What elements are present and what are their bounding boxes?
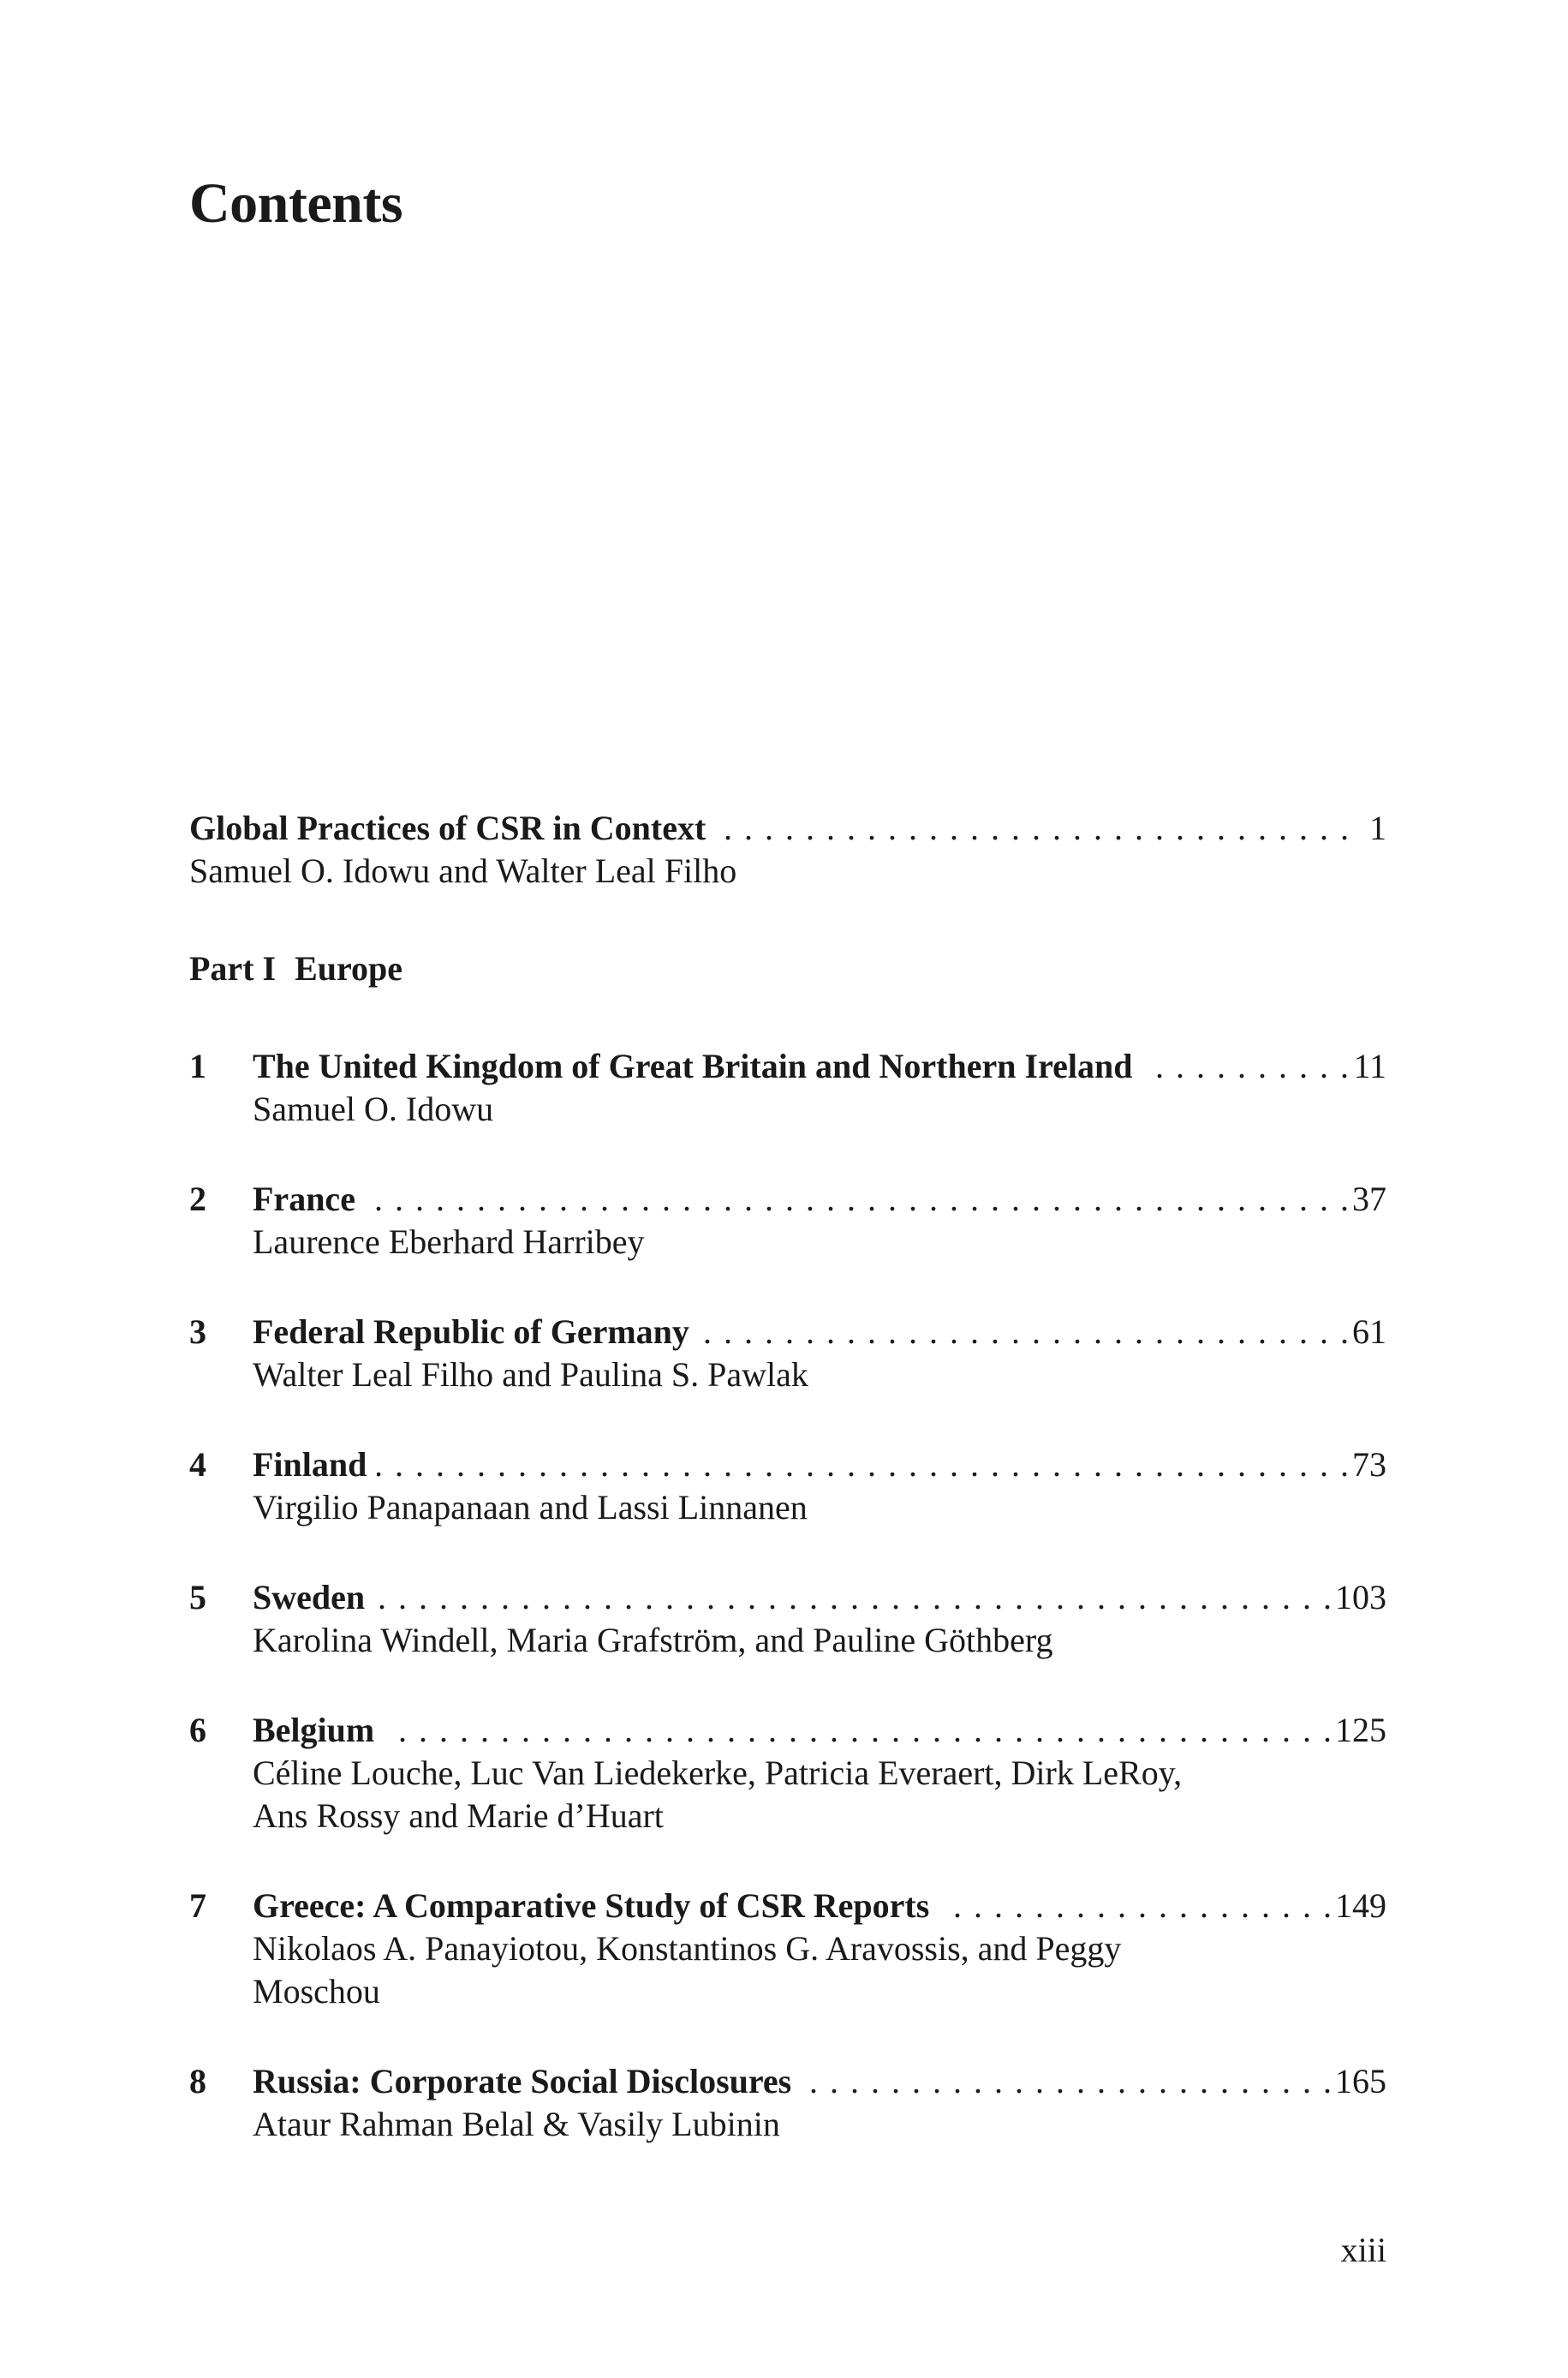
entry-title: Belgium [253,1711,375,1749]
entry-title: Sweden [253,1578,366,1616]
part-label: Part I [189,949,277,988]
entry-authors: Laurence Eberhard Harribey [253,1222,645,1261]
chapter-number: 5 [189,1578,206,1616]
entry-authors: Karolina Windell, Maria Grafström, and Pauline Göthberg [253,1621,1053,1659]
entry-title: The United Kingdom of Great Britain and Northern Ireland [253,1047,1133,1085]
entry-page-number: 73 [1352,1445,1386,1484]
dot-leader [375,1576,1332,1619]
entry-title: Federal Republic of Germany [253,1312,689,1351]
toc-entry-chapter-6[interactable] [189,1709,1386,1752]
dot-leader [716,807,1349,850]
entry-authors: Samuel O. Idowu and Walter Leal Filho [189,851,737,890]
chapter-number: 2 [189,1180,206,1218]
entry-page-number: 165 [1335,2062,1386,2100]
entry-authors: Ataur Rahman Belal & Vasily Lubinin [253,2105,780,2143]
entry-authors: Céline Louche, Luc Van Liedekerke, Patricia Everaert, Dirk LeRoy, [253,1754,1183,1792]
toc-entry-chapter-5[interactable] [189,1576,1386,1619]
toc-entry-chapter-3[interactable] [189,1311,1386,1353]
entry-authors: Nikolaos A. Panayiotou, Konstantinos G. Aravossis, and Peggy [253,1929,1122,1968]
page-title: Contents [189,172,403,235]
entry-page-number: 125 [1335,1711,1386,1749]
dot-leader [802,2060,1332,2103]
entry-title: Global Practices of CSR in Context [189,809,706,847]
entry-title: Finland [253,1445,367,1484]
entry-title: Russia: Corporate Social Disclosures [253,2062,792,2100]
toc-entry-chapter-4[interactable] [189,1443,1386,1486]
entry-page-number: 103 [1335,1578,1386,1616]
table-of-contents [189,0,1386,2378]
dot-leader [377,1443,1349,1486]
chapter-number: 6 [189,1711,206,1749]
entry-page-number: 61 [1352,1312,1386,1351]
entry-page-number: 1 [1369,809,1386,847]
entry-page-number: 149 [1335,1886,1386,1925]
toc-entry-chapter-7[interactable] [189,1885,1386,1927]
entry-authors: Samuel O. Idowu [253,1090,494,1128]
dot-leader [939,1885,1332,1927]
entry-title: France [253,1180,355,1218]
entry-authors: Moschou [253,1972,380,2011]
part-name: Europe [295,949,403,988]
dot-leader [700,1311,1349,1353]
chapter-number: 4 [189,1445,206,1484]
dot-leader [366,1178,1349,1221]
chapter-number: 3 [189,1312,206,1351]
dot-leader [385,1709,1332,1752]
part-heading [189,947,402,990]
toc-entry-chapter-1[interactable] [189,1045,1386,1088]
entry-page-number: 11 [1353,1047,1386,1085]
toc-entry-intro[interactable] [189,807,1386,850]
toc-entry-chapter-8[interactable] [189,2060,1386,2103]
entry-authors: Ans Rossy and Marie d’Huart [253,1796,664,1835]
entry-title: Greece: A Comparative Study of CSR Reports [253,1886,930,1925]
chapter-number: 1 [189,1047,206,1085]
chapter-number: 7 [189,1886,206,1925]
dot-leader [1142,1045,1349,1088]
entry-authors: Virgilio Panapanaan and Lassi Linnanen [253,1488,808,1527]
toc-entry-chapter-2[interactable] [189,1178,1386,1221]
entry-authors: Walter Leal Filho and Paulina S. Pawlak [253,1355,808,1394]
chapter-number: 8 [189,2062,206,2100]
entry-page-number: 37 [1352,1180,1386,1218]
page-folio: xiii [1340,2231,1386,2269]
